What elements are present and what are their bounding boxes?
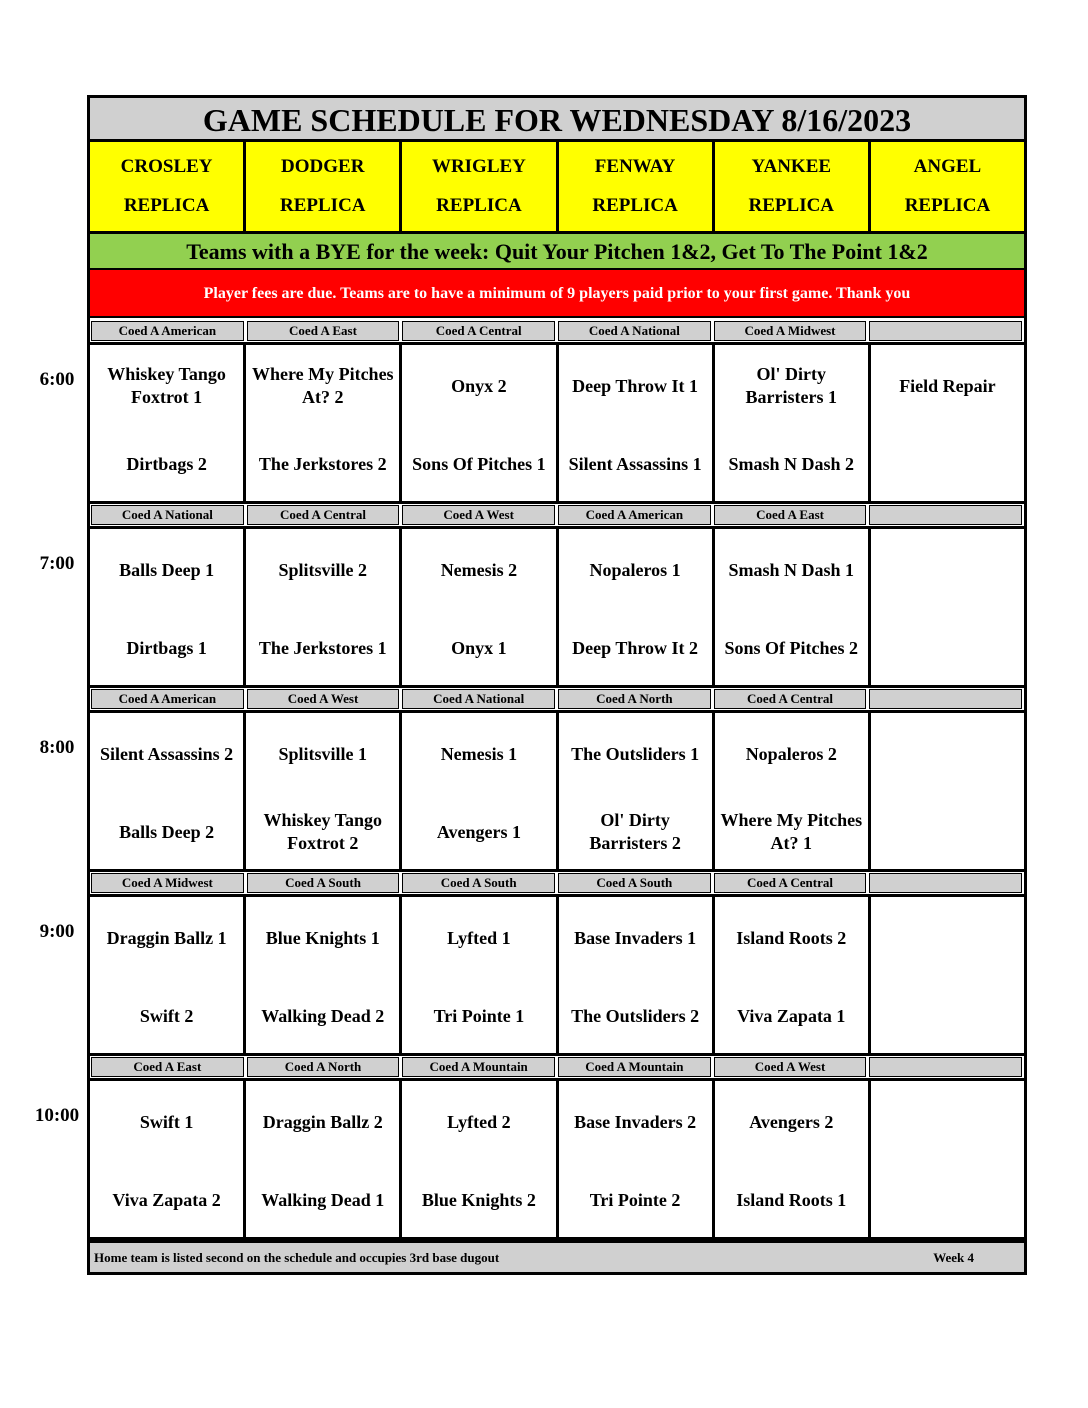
- division-label: Coed A National: [402, 689, 555, 709]
- away-team: Splitsville 2: [278, 559, 368, 580]
- division-row: [90, 504, 1024, 526]
- home-team: Viva Zapata 1: [737, 1005, 846, 1026]
- field-name: YANKEE: [751, 156, 832, 178]
- division-label: Coed A American: [558, 505, 711, 525]
- game-cell: [868, 342, 1024, 504]
- away-team: Swift 1: [139, 1111, 194, 1132]
- division-label: Coed A West: [714, 1057, 867, 1077]
- away-team: Silent Assassins 2: [100, 743, 234, 764]
- away-team: Ol' Dirty Barristers 1: [745, 364, 837, 407]
- field-header: [90, 142, 246, 231]
- away-team: Blue Knights 1: [265, 927, 380, 948]
- away-team: Nemesis 1: [440, 743, 518, 764]
- field-header: [246, 142, 402, 231]
- division-label: [869, 689, 1022, 709]
- field-type: REPLICA: [748, 194, 835, 216]
- away-team: Smash N Dash 1: [728, 559, 855, 580]
- division-label: Coed A East: [714, 505, 867, 525]
- schedule-sheet: [87, 95, 1027, 1275]
- home-team: Dirtbags 2: [126, 453, 207, 474]
- away-team: Splitsville 1: [278, 743, 368, 764]
- away-team: Draggin Ballz 2: [262, 1111, 383, 1132]
- division-label: [869, 321, 1022, 341]
- page-title: GAME SCHEDULE FOR WEDNESDAY 8/16/2023: [90, 98, 1024, 142]
- game-row: [90, 710, 1024, 872]
- home-team: Deep Throw It 2: [572, 637, 699, 658]
- home-team: [873, 625, 1022, 671]
- division-label: Coed A South: [402, 873, 555, 893]
- game-row: [90, 526, 1024, 688]
- away-team: Nopaleros 1: [589, 559, 681, 580]
- home-team: Sons Of Pitches 2: [724, 637, 859, 658]
- game-cell: [712, 1078, 868, 1240]
- field-type: REPLICA: [123, 194, 210, 216]
- game-cell: [243, 894, 399, 1056]
- game-cell: [868, 1078, 1024, 1240]
- home-team: The Jerkstores 2: [258, 453, 387, 474]
- home-team: Smash N Dash 2: [728, 453, 855, 474]
- away-team: Avengers 2: [749, 1111, 834, 1132]
- game-cell: [90, 710, 243, 872]
- home-team: The Jerkstores 1: [258, 637, 387, 658]
- game-cell: [399, 1078, 555, 1240]
- division-label: [869, 1057, 1022, 1077]
- field-name: CROSLEY: [120, 156, 213, 178]
- game-cell: [556, 1078, 712, 1240]
- field-name: ANGEL: [913, 156, 982, 178]
- home-team: Blue Knights 2: [421, 1189, 536, 1210]
- away-team: [873, 915, 1022, 961]
- away-team: Draggin Ballz 1: [106, 927, 227, 948]
- footer-note: Home team is listed second on the schedule and occupies 3rd base dugout: [94, 1249, 500, 1265]
- division-label: Coed A West: [402, 505, 555, 525]
- game-cell: [712, 526, 868, 688]
- away-team: Whiskey Tango Foxtrot 1: [107, 364, 226, 407]
- game-cell: [399, 342, 555, 504]
- field-header: [559, 142, 715, 231]
- game-cell: [868, 894, 1024, 1056]
- division-label: Coed A Mountain: [558, 1057, 711, 1077]
- division-label: Coed A National: [558, 321, 711, 341]
- fees-banner: Player fees are due. Teams are to have a minimum of 9 players paid prior to your first game. Thank you: [90, 270, 1024, 318]
- away-team: [873, 731, 1022, 777]
- away-team: Field Repair: [899, 375, 996, 396]
- away-team: Balls Deep 1: [119, 559, 215, 580]
- field-type: REPLICA: [280, 194, 366, 216]
- time-label: 6:00: [39, 369, 75, 390]
- away-team: Lyfted 2: [447, 1111, 511, 1132]
- division-label: Coed A Midwest: [91, 873, 244, 893]
- home-team: Where My Pitches At? 1: [720, 810, 863, 853]
- field-name: DODGER: [281, 156, 365, 178]
- division-label: Coed A Central: [247, 505, 400, 525]
- home-team: Whiskey Tango Foxtrot 2: [263, 810, 383, 853]
- division-label: [869, 505, 1022, 525]
- division-label: Coed A National: [91, 505, 244, 525]
- footer: [90, 1240, 1024, 1272]
- away-team: Onyx 2: [451, 375, 507, 396]
- home-team: [873, 1177, 1022, 1223]
- time-label: 8:00: [39, 737, 75, 758]
- division-label: Coed A North: [558, 689, 711, 709]
- home-team: Balls Deep 2: [119, 821, 215, 842]
- game-cell: [243, 342, 399, 504]
- home-team: [873, 441, 1022, 487]
- home-team: Walking Dead 1: [261, 1189, 385, 1210]
- away-team: Where My Pitches At? 2: [251, 364, 394, 407]
- home-team: Dirtbags 1: [126, 637, 207, 658]
- field-name: FENWAY: [594, 156, 676, 178]
- home-team: Ol' Dirty Barristers 2: [589, 810, 681, 853]
- home-team: Swift 2: [139, 1005, 194, 1026]
- game-cell: [90, 894, 243, 1056]
- field-header-row: [90, 142, 1024, 234]
- game-cell: [90, 526, 243, 688]
- game-cell: [868, 710, 1024, 872]
- home-team: Island Roots 1: [736, 1189, 847, 1210]
- home-team: The Outsliders 2: [571, 1005, 700, 1026]
- game-cell: [399, 526, 555, 688]
- game-cell: [243, 526, 399, 688]
- division-row: [90, 688, 1024, 710]
- home-team: Tri Pointe 1: [433, 1005, 525, 1026]
- game-cell: [90, 342, 243, 504]
- field-header: [715, 142, 871, 231]
- division-label: [869, 873, 1022, 893]
- time-label: 7:00: [39, 553, 75, 574]
- division-label: Coed A American: [91, 689, 244, 709]
- game-row: [90, 342, 1024, 504]
- division-row: [90, 1056, 1024, 1078]
- game-cell: [712, 894, 868, 1056]
- division-row: [90, 872, 1024, 894]
- game-cell: [399, 894, 555, 1056]
- game-row: [90, 1078, 1024, 1240]
- away-team: Base Invaders 2: [574, 1111, 697, 1132]
- away-team: Lyfted 1: [447, 927, 511, 948]
- field-type: REPLICA: [592, 194, 678, 216]
- game-cell: [556, 710, 712, 872]
- field-header: [402, 142, 558, 231]
- game-row: [90, 894, 1024, 1056]
- home-team: Tri Pointe 2: [589, 1189, 681, 1210]
- division-row: [90, 320, 1024, 342]
- week-label: Week 4: [933, 1249, 974, 1265]
- division-label: Coed A Central: [714, 873, 867, 893]
- field-header: [871, 142, 1024, 231]
- home-team: Viva Zapata 2: [112, 1189, 221, 1210]
- away-team: [873, 547, 1022, 593]
- division-label: Coed A South: [558, 873, 711, 893]
- division-label: Coed A North: [247, 1057, 400, 1077]
- time-label: 10:00: [34, 1105, 80, 1126]
- division-label: Coed A Midwest: [714, 321, 867, 341]
- game-cell: [90, 1078, 243, 1240]
- home-team: Onyx 1: [451, 637, 507, 658]
- game-cell: [243, 1078, 399, 1240]
- game-cell: [556, 342, 712, 504]
- game-cell: [712, 710, 868, 872]
- home-team: Avengers 1: [436, 821, 521, 842]
- division-label: Coed A East: [91, 1057, 244, 1077]
- division-label: Coed A Mountain: [402, 1057, 555, 1077]
- field-type: REPLICA: [436, 194, 522, 216]
- home-team: Silent Assassins 1: [568, 453, 702, 474]
- game-cell: [712, 342, 868, 504]
- away-team: Nemesis 2: [440, 559, 518, 580]
- division-label: Coed A Central: [714, 689, 867, 709]
- home-team: Walking Dead 2: [261, 1005, 385, 1026]
- away-team: The Outsliders 1: [571, 743, 700, 764]
- home-team: Sons Of Pitches 1: [412, 453, 546, 474]
- field-name: WRIGLEY: [431, 156, 526, 178]
- home-team: [873, 993, 1022, 1039]
- division-label: Coed A American: [91, 321, 244, 341]
- game-cell: [868, 526, 1024, 688]
- division-label: Coed A East: [247, 321, 400, 341]
- away-team: Nopaleros 2: [745, 743, 837, 764]
- field-type: REPLICA: [904, 194, 991, 216]
- game-cell: [243, 710, 399, 872]
- away-team: Base Invaders 1: [574, 927, 697, 948]
- away-team: [873, 1099, 1022, 1145]
- division-label: Coed A Central: [402, 321, 555, 341]
- division-label: Coed A South: [247, 873, 400, 893]
- away-team: Deep Throw It 1: [572, 375, 699, 396]
- bye-banner: Teams with a BYE for the week: Quit Your Pitchen 1&2, Get To The Point 1&2: [90, 234, 1024, 270]
- home-team: [873, 809, 1022, 855]
- division-label: Coed A West: [247, 689, 400, 709]
- time-label: 9:00: [39, 921, 75, 942]
- game-cell: [399, 710, 555, 872]
- game-cell: [556, 526, 712, 688]
- away-team: Island Roots 2: [736, 927, 847, 948]
- game-cell: [556, 894, 712, 1056]
